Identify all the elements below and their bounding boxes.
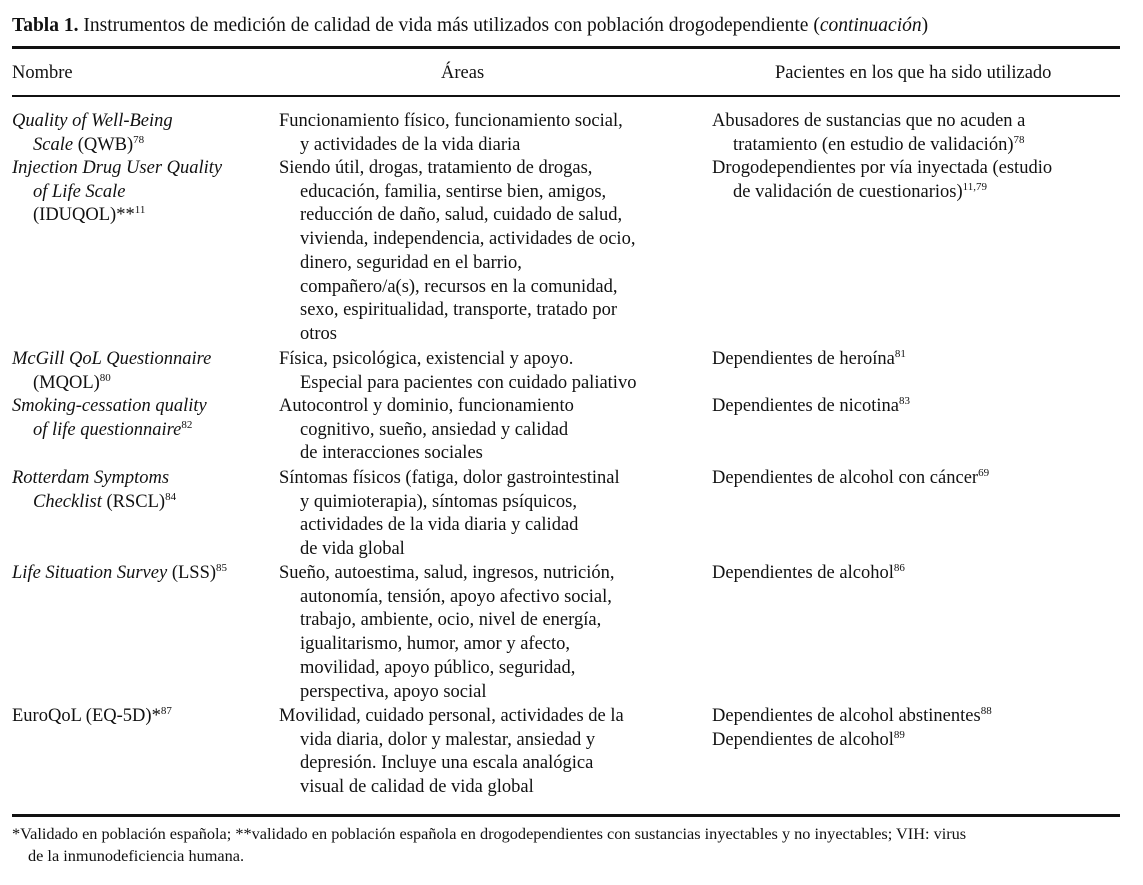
- name-line: [12, 491, 272, 515]
- row-rscl-areas: [279, 467, 699, 562]
- row-qwb-patients: [712, 110, 1127, 157]
- areas-line: perspectiva, apoyo social: [300, 681, 487, 702]
- name-abbr: (RSCL): [101, 491, 166, 512]
- areas-line: Siendo útil, drogas, tratamiento de drogas,: [279, 158, 593, 178]
- ref-sup: 87: [160, 705, 172, 717]
- row-smoking-areas: [279, 395, 699, 466]
- patients-text: de validación de cuestionarios): [733, 181, 963, 202]
- name-line: [12, 372, 272, 396]
- patients-line: [712, 705, 1127, 729]
- ref-sup: 78: [133, 133, 145, 146]
- table-footnote: [12, 823, 1132, 867]
- footnote-line: *Validado en población española; **validado en población española en drogodependientes con sustancias inyectables y no inyectables; VIH: virus: [12, 824, 967, 843]
- areas-line: educación, familia, sentirse bien, amigos,: [300, 181, 607, 202]
- row-lss-patients: [712, 562, 1127, 586]
- name-line: [12, 204, 272, 228]
- areas-line: compañero/a(s), recursos en la comunidad,: [300, 276, 618, 297]
- ref-sup: 80: [99, 371, 111, 384]
- name-abbr: (QWB): [73, 134, 134, 155]
- footnote-line: de la inmunodeficiencia humana.: [28, 846, 245, 865]
- row-lss-areas: [279, 562, 699, 704]
- name-line: Smoking-cessation quality: [12, 396, 207, 416]
- ref-sup: 89: [893, 728, 905, 741]
- name-line: McGill QoL Questionnaire: [12, 349, 212, 369]
- bottom-rule: [12, 814, 1120, 817]
- row-eq5d-areas: [279, 705, 699, 800]
- name-abbr: EuroQoL (EQ-5D)*: [12, 706, 161, 726]
- name-abbr: (LSS): [167, 563, 217, 583]
- areas-line: vivienda, independencia, actividades de ocio,: [300, 229, 636, 250]
- patients-text: Dependientes de alcohol: [712, 563, 894, 583]
- name-line: [12, 562, 272, 586]
- row-mqol-name: [12, 348, 272, 395]
- name-line: Rotterdam Symptoms: [12, 468, 170, 488]
- header-patients: Pacientes en los que ha sido utilizado: [775, 63, 1052, 83]
- ref-sup: 78: [1013, 133, 1025, 146]
- areas-line: vida diaria, dolor y malestar, ansiedad y: [300, 729, 596, 750]
- areas-line: Movilidad, cuidado personal, actividades de la: [279, 706, 624, 726]
- row-qwb-name: [12, 110, 272, 157]
- table-label: Tabla 1.: [12, 15, 79, 36]
- name-italic: Checklist: [33, 491, 102, 512]
- areas-line: movilidad, apoyo público, seguridad,: [300, 657, 576, 678]
- areas-line: reducción de daño, salud, cuidado de salud,: [300, 205, 623, 226]
- ref-sup: 85: [216, 562, 228, 574]
- table-caption: [12, 13, 1132, 39]
- patients-line: [712, 181, 1127, 205]
- row-mqol-patients: [712, 348, 1127, 372]
- areas-line: de vida global: [300, 539, 405, 560]
- areas-line: dinero, seguridad en el barrio,: [300, 252, 522, 273]
- ref-sup: 88: [980, 705, 992, 717]
- areas-line: Funcionamiento físico, funcionamiento social,: [279, 111, 623, 131]
- ref-sup: 82: [181, 418, 193, 431]
- top-rule: [12, 46, 1120, 49]
- patients-text: Dependientes de nicotina: [712, 396, 899, 416]
- areas-line: trabajo, ambiente, ocio, nivel de energía,: [300, 610, 602, 631]
- areas-line: cognitivo, sueño, ansiedad y calidad: [300, 419, 569, 440]
- patients-line: [712, 134, 1127, 158]
- header-rule: [12, 95, 1120, 97]
- ref-sup: 11: [134, 204, 146, 217]
- ref-sup: 86: [893, 562, 905, 574]
- row-smoking-name: [12, 395, 272, 442]
- row-lss-name: [12, 562, 272, 586]
- areas-line: actividades de la vida diaria y calidad: [300, 515, 579, 536]
- areas-line: autonomía, tensión, apoyo afectivo social,: [300, 586, 612, 607]
- ref-sup: 83: [899, 395, 910, 407]
- name-italic: Life Situation Survey: [12, 563, 168, 583]
- patients-line: Abusadores de sustancias que no acuden a: [712, 111, 1026, 131]
- areas-line: igualitarismo, humor, amor y afecto,: [300, 634, 571, 655]
- row-iduqol-name: [12, 157, 272, 228]
- patients-line: [712, 467, 1127, 491]
- patients-line: Drogodependientes por vía inyectada (estudio: [712, 158, 1053, 178]
- patients-text: Dependientes de alcohol: [712, 729, 894, 750]
- header-name: Nombre: [12, 63, 73, 83]
- ref-sup: 11,79: [962, 180, 987, 193]
- name-line: [12, 134, 272, 158]
- name-line: [12, 419, 272, 443]
- caption-text: Instrumentos de medición de calidad de vida más utilizados con población drogodependiente (: [78, 15, 820, 36]
- caption-continuation: continuación: [819, 15, 922, 36]
- patients-line: [712, 562, 1127, 586]
- name-italic: of life questionnaire: [33, 419, 182, 440]
- ref-sup: 84: [165, 490, 177, 503]
- ref-sup: 81: [894, 348, 906, 360]
- name-line: Quality of Well-Being: [12, 111, 173, 131]
- row-mqol-areas: [279, 348, 699, 395]
- name-line: of Life Scale: [33, 181, 126, 202]
- areas-line: y actividades de la vida diaria: [300, 134, 521, 155]
- name-abbr: (MQOL): [33, 372, 100, 393]
- name-line: [12, 705, 272, 729]
- row-smoking-patients: [712, 395, 1127, 419]
- ref-sup: 69: [978, 467, 990, 479]
- name-abbr: (IDUQOL)**: [33, 205, 135, 226]
- areas-line: depresión. Incluye una escala analógica: [300, 753, 594, 774]
- header-areas: Áreas: [441, 63, 485, 83]
- patients-text: Dependientes de alcohol con cáncer: [712, 468, 979, 488]
- areas-line: otros: [300, 323, 337, 344]
- areas-line: Sueño, autoestima, salud, ingresos, nutrición,: [279, 563, 615, 583]
- areas-line: sexo, espiritualidad, transporte, tratado por: [300, 300, 617, 321]
- areas-line: de interacciones sociales: [300, 443, 483, 464]
- name-line: Injection Drug User Quality: [12, 158, 223, 178]
- row-qwb-areas: [279, 110, 699, 157]
- patients-text: Dependientes de heroína: [712, 349, 895, 369]
- name-italic: Scale: [33, 134, 74, 155]
- row-eq5d-name: [12, 705, 272, 729]
- row-rscl-name: [12, 467, 272, 514]
- areas-line: Síntomas físicos (fatiga, dolor gastrointestinal: [279, 468, 620, 488]
- areas-line: Física, psicológica, existencial y apoyo.: [279, 349, 574, 369]
- row-rscl-patients: [712, 467, 1127, 491]
- areas-line: visual de calidad de vida global: [300, 777, 534, 798]
- row-eq5d-patients: [712, 705, 1127, 752]
- patients-line: [712, 395, 1127, 419]
- areas-line: y quimioterapia), síntomas psíquicos,: [300, 491, 577, 512]
- areas-line: Especial para pacientes con cuidado paliativo: [300, 372, 637, 393]
- row-iduqol-areas: [279, 157, 699, 347]
- patients-text: tratamiento (en estudio de validación): [733, 134, 1014, 155]
- patients-line: [712, 348, 1127, 372]
- patients-text: Dependientes de alcohol abstinentes: [712, 706, 981, 726]
- caption-close: ): [921, 15, 929, 36]
- areas-line: Autocontrol y dominio, funcionamiento: [279, 396, 574, 416]
- patients-line: [712, 729, 1127, 753]
- row-iduqol-patients: [712, 157, 1127, 204]
